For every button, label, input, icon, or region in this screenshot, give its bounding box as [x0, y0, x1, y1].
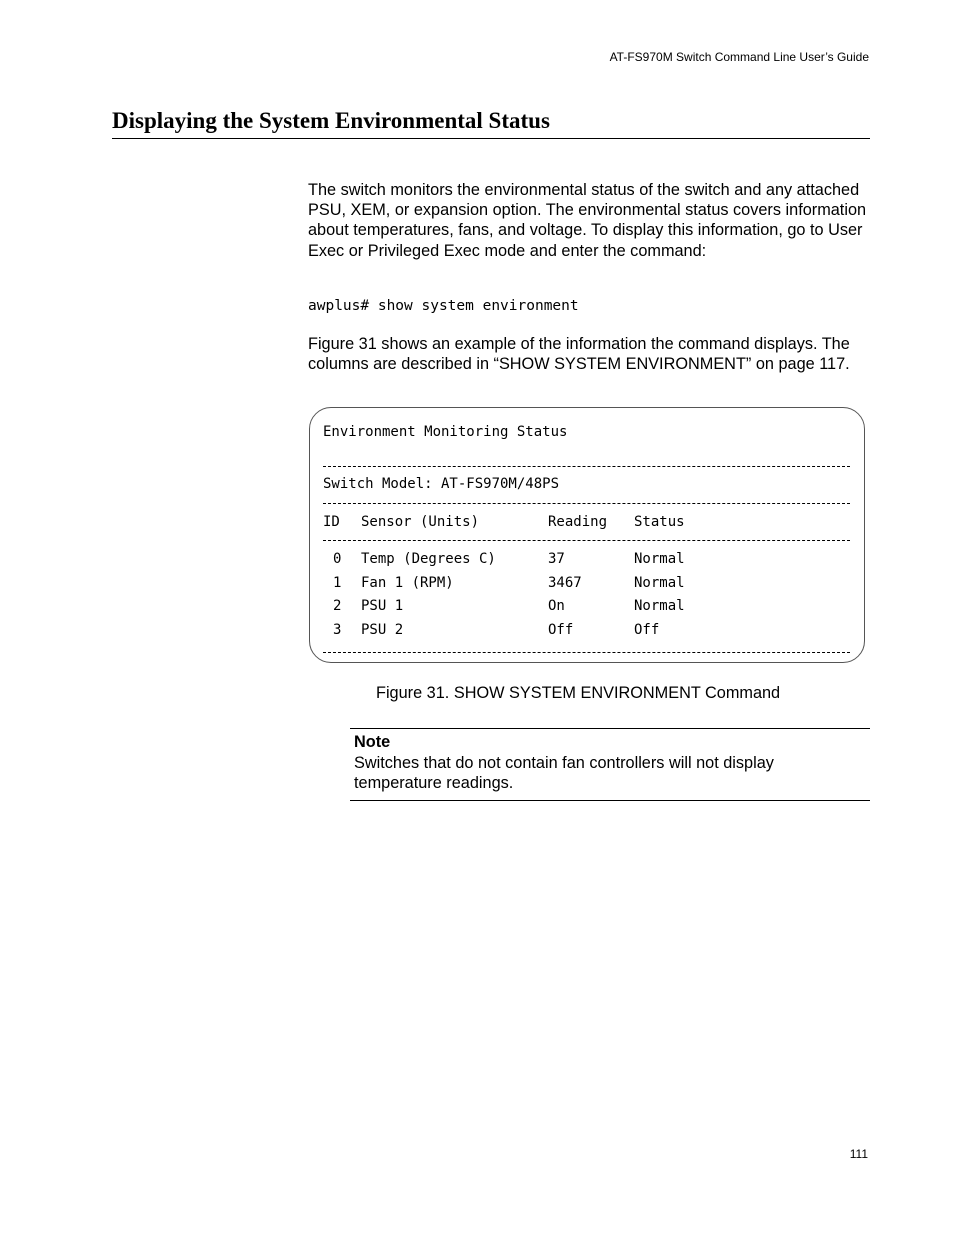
row-id: 1 — [333, 575, 342, 591]
row-reading: 37 — [548, 551, 565, 567]
terminal-rule — [323, 540, 850, 541]
terminal-rule — [323, 466, 850, 467]
row-id: 0 — [333, 551, 342, 567]
row-sensor: Fan 1 (RPM) — [361, 575, 454, 591]
section-title: Displaying the System Environmental Status — [112, 108, 870, 139]
column-header-sensor: Sensor (Units) — [361, 514, 480, 530]
row-sensor: PSU 1 — [361, 598, 404, 614]
page-number: 111 — [849, 1147, 868, 1161]
row-reading: Off — [548, 622, 574, 638]
row-sensor: Temp (Degrees C) — [361, 551, 496, 567]
row-status: Normal — [634, 598, 685, 614]
terminal-model-line: Switch Model: AT-FS970M/48PS — [323, 476, 560, 492]
terminal-title: Environment Monitoring Status — [323, 424, 568, 440]
row-status: Normal — [634, 575, 685, 591]
figure-reference-paragraph: Figure 31 shows an example of the information the command displays. The columns are described in “SHOW SYSTEM ENVIRONMENT” on page 117. — [308, 335, 850, 374]
column-header-status: Status — [634, 514, 685, 530]
row-sensor: PSU 2 — [361, 622, 404, 638]
row-reading: 3467 — [548, 575, 582, 591]
running-header: AT-FS970M Switch Command Line User’s Guide — [609, 50, 869, 64]
intro-paragraph: The switch monitors the environmental status of the switch and any attached PSU, XEM, or expansion option. The environmental status covers information about temperatures, fans, and voltage. To display this information, go to User Exec or Privileged Exec mode and enter the command: — [308, 181, 867, 260]
column-header-reading: Reading — [548, 514, 608, 530]
note-title: Note — [354, 733, 391, 751]
command-example: awplus# show system environment — [308, 298, 579, 314]
row-id: 2 — [333, 598, 342, 614]
note-text: Switches that do not contain fan controllers will not display temperature readings. — [354, 754, 774, 793]
row-reading: On — [548, 598, 565, 614]
figure-caption: Figure 31. SHOW SYSTEM ENVIRONMENT Command — [376, 684, 781, 702]
column-header-id: ID — [323, 514, 340, 530]
terminal-rule — [323, 652, 850, 653]
terminal-rule — [323, 503, 850, 504]
row-status: Off — [634, 622, 660, 638]
row-status: Normal — [634, 551, 685, 567]
row-id: 3 — [333, 622, 342, 638]
